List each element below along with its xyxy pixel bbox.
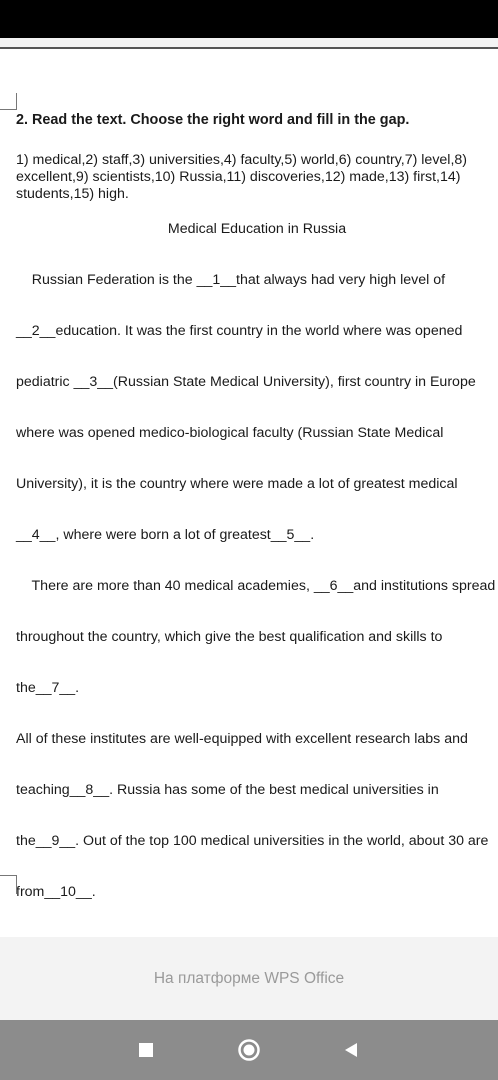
article-line: pediatric __3__(Russian State Medical University), first country in Europe xyxy=(16,374,476,390)
article-line: Russian Federation is the __1__that always had very high level of xyxy=(16,272,446,288)
article-line: teaching__8__. Russia has some of the best medical universities in xyxy=(16,782,439,798)
document-page[interactable] xyxy=(0,49,498,937)
word-options xyxy=(16,152,498,203)
document-body xyxy=(16,112,498,935)
article-body xyxy=(16,238,498,935)
circle-icon xyxy=(237,1038,261,1062)
article-line: from__10__. xyxy=(16,884,96,900)
page-corner-mark-top xyxy=(0,93,17,110)
task-heading: 2. Read the text. Choose the right word and fill in the gap. xyxy=(16,112,410,128)
options-line: excellent,9) scientists,10) Russia,11) discoveries,12) made,13) first,14) xyxy=(16,169,461,185)
article-line: the__9__. Out of the top 100 medical universities in the world, about 30 are xyxy=(16,833,489,849)
home-button[interactable] xyxy=(237,1038,261,1062)
recent-apps-button[interactable] xyxy=(134,1038,158,1062)
article-line: the__7__. xyxy=(16,680,80,696)
article-line: University), it is the country where were made a lot of greatest medical xyxy=(16,476,458,492)
article-line: where was opened medico-biological faculty (Russian State Medical xyxy=(16,425,444,441)
square-icon xyxy=(138,1042,154,1058)
footer-text: На платформе WPS Office xyxy=(153,969,345,987)
article-title: Medical Education in Russia xyxy=(167,221,347,237)
options-line: 1) medical,2) staff,3) universities,4) faculty,5) world,6) country,7) level,8) xyxy=(16,152,468,168)
triangle-back-icon xyxy=(342,1041,360,1059)
article-line: __2__education. It was the first country in the world where was opened xyxy=(16,323,463,339)
status-bar xyxy=(0,0,498,38)
android-nav-bar xyxy=(0,1020,498,1080)
options-line: students,15) high. xyxy=(16,186,129,202)
article-line: All of these institutes are well-equipped with excellent research labs and xyxy=(16,731,468,747)
back-button[interactable] xyxy=(339,1038,363,1062)
page-corner-mark-bottom xyxy=(0,875,17,894)
article-line: There are more than 40 medical academies, __6__and institutions spread xyxy=(16,578,496,594)
article-line: __4__, where were born a lot of greatest__5__. xyxy=(16,527,315,543)
article-line: throughout the country, which give the best qualification and skills to xyxy=(16,629,443,645)
wps-footer xyxy=(0,937,498,1020)
